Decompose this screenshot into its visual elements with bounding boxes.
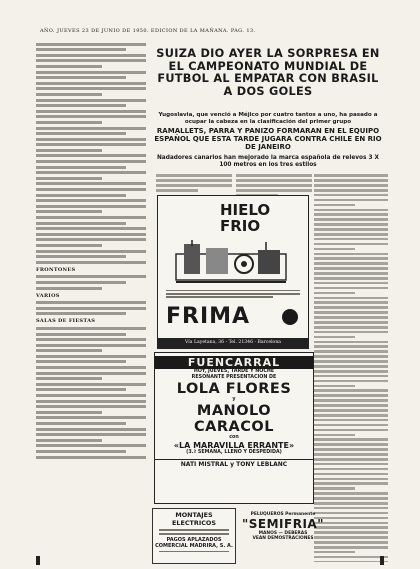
- fold-mark-left: [36, 556, 40, 565]
- ad-fuencarral-line1: HOY, JUEVES, TARDE Y NOCHE: [193, 369, 275, 374]
- ad-fuencarral-bottom: NATI MISTRAL y TONY LEBLANC: [155, 459, 313, 469]
- ad-montajes-company: COMERCIAL MADRIRA, S. A.: [155, 542, 233, 549]
- article-deck-1: Yugoslavia, que venció a Méjico por cuatro tantos a uno, ha pasado a ocupar la cabeza en la clasificación del primer grupo: [158, 112, 378, 125]
- ad-hielo-frio: [157, 195, 309, 349]
- section-head-salas: SALAS DE FIESTAS: [36, 318, 96, 325]
- ad-hielo-brand: FRIMA: [166, 304, 251, 329]
- ad-fuencarral-venue: FUENCARRAL: [155, 356, 313, 369]
- ad-semifria-brand: "SEMIFRIA": [242, 517, 324, 531]
- ad-montajes-payment: PAGOS APLAZADOS: [166, 536, 222, 543]
- ad-hielo-title: HIELO FRIO: [220, 201, 271, 235]
- article-body-col-1: [156, 172, 232, 194]
- ad-fuencarral: [154, 352, 314, 504]
- ad-semifria-line1: PELUQUEROS Permanente: [250, 512, 316, 517]
- listings-column: [36, 40, 146, 560]
- section-head-varios: VARIOS: [36, 292, 60, 299]
- ad-fuencarral-conj: y: [232, 397, 236, 402]
- ad-fuencarral-with: con: [229, 435, 239, 440]
- ad-montajes-title: MONTAJES ELECTRICOS: [172, 511, 216, 527]
- article-deck-2: RAMALLETS, PARRA Y PANIZO FORMARAN EN EL EQUIPO ESPAÑOL QUE ESTA TARDE JUGARA CONTRA CHILE EN RIO DE JANEIRO: [154, 127, 382, 151]
- brand-emblem-icon: [282, 309, 298, 325]
- ad-fuencarral-show: «LA MARAVILLA ERRANTE»: [173, 441, 295, 450]
- running-head: AÑO. JUEVES 23 DE JUNIO DE 1950. EDICION DE LA MAÑANA. PAG. 13.: [40, 28, 256, 34]
- article-body-col-3: [314, 172, 388, 562]
- article-headline: SUIZA DIO AYER LA SORPRESA EN EL CAMPEONATO MUNDIAL DE FUTBOL AL EMPATAR CON BRASIL A DOS GOLES: [156, 47, 380, 98]
- ad-fuencarral-star2: MANOLO CARACOL: [194, 403, 274, 435]
- article-deck-3: Nadadores canarios han mejorado la marca española de relevos 3 X 100 metros en los tres estilos: [156, 155, 380, 168]
- ad-fuencarral-star1: LOLA FLORES: [176, 381, 292, 397]
- fold-mark-right: [380, 556, 384, 565]
- ad-hielo-fine-print: [166, 288, 300, 302]
- ad-hielo-address: Vía Layetana, 36 - Tel. 21346 - Barcelona: [158, 338, 308, 348]
- ad-semifria: [238, 512, 328, 562]
- ad-montajes-electricos: [152, 508, 236, 564]
- section-head-frontones: FRONTONES: [36, 266, 76, 273]
- ad-semifria-line3: VEAN DEMOSTRACIONES: [252, 536, 314, 541]
- ad-fuencarral-show-note: (3.ª SEMANA, LLENO Y DESPEDIDA): [186, 450, 282, 455]
- ad-fuencarral-line2: RESONANTE PRESENTACION DE: [191, 375, 277, 380]
- refrigeration-machine-illustration: [166, 236, 300, 286]
- ad-semifria-line2: MANOS — DEBERAS: [258, 531, 308, 536]
